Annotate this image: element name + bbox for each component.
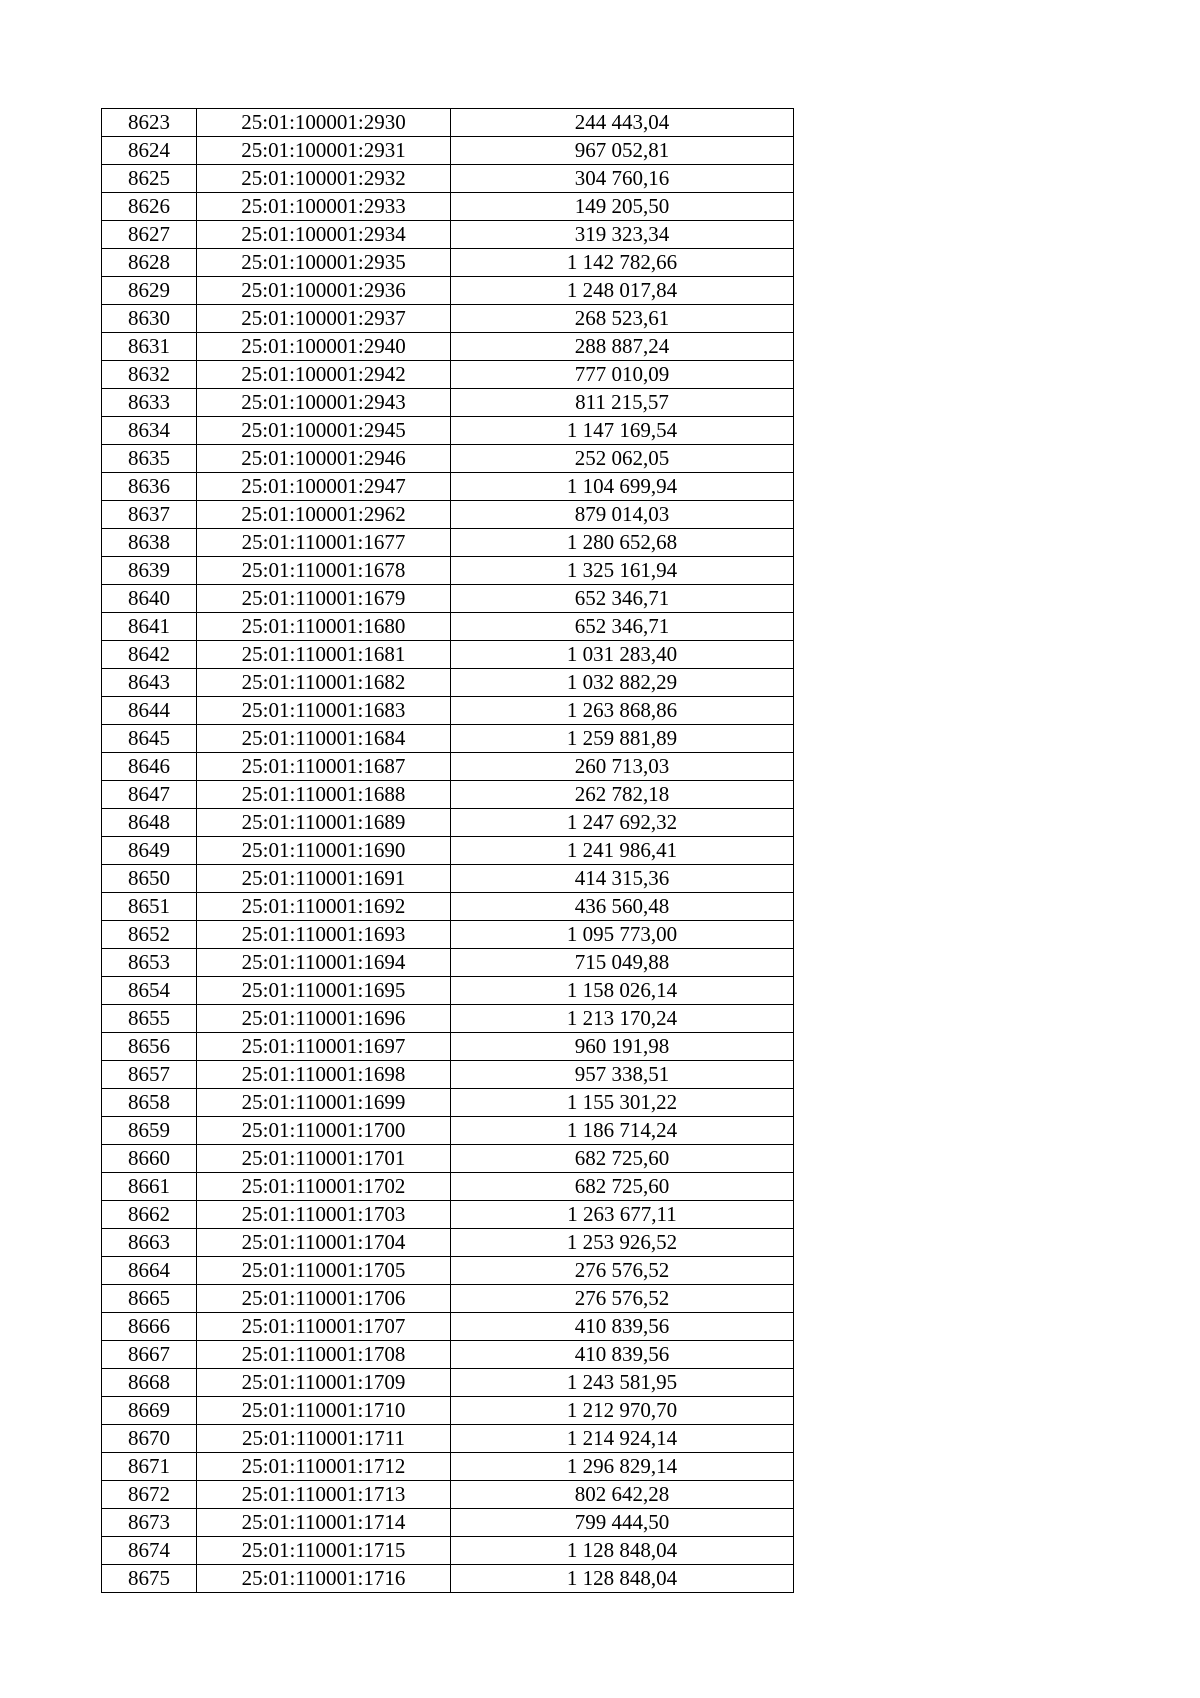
cadastral-number-cell: 25:01:110001:1704: [197, 1229, 451, 1257]
value-cell: 1 325 161,94: [451, 557, 794, 585]
value-cell: 244 443,04: [451, 109, 794, 137]
table-row: [102, 1061, 794, 1089]
row-number-cell: 8667: [102, 1341, 197, 1369]
table-row: [102, 725, 794, 753]
cadastral-number-cell: 25:01:100001:2932: [197, 165, 451, 193]
row-number-cell: 8631: [102, 333, 197, 361]
value-cell: 410 839,56: [451, 1313, 794, 1341]
value-cell: 288 887,24: [451, 333, 794, 361]
table-row: [102, 1313, 794, 1341]
row-number-cell: 8627: [102, 221, 197, 249]
cadastral-number-cell: 25:01:100001:2945: [197, 417, 451, 445]
value-cell: 967 052,81: [451, 137, 794, 165]
table-row: [102, 389, 794, 417]
row-number-cell: 8673: [102, 1509, 197, 1537]
table-row: [102, 1257, 794, 1285]
row-number-cell: 8644: [102, 697, 197, 725]
value-cell: 436 560,48: [451, 893, 794, 921]
table-row: [102, 501, 794, 529]
value-cell: 1 263 677,11: [451, 1201, 794, 1229]
row-number-cell: 8648: [102, 809, 197, 837]
cadastral-number-cell: 25:01:110001:1694: [197, 949, 451, 977]
table-row: [102, 921, 794, 949]
table-row: [102, 1425, 794, 1453]
value-cell: 262 782,18: [451, 781, 794, 809]
table-row: [102, 585, 794, 613]
row-number-cell: 8653: [102, 949, 197, 977]
table-row: [102, 473, 794, 501]
value-cell: 1 142 782,66: [451, 249, 794, 277]
cadastral-number-cell: 25:01:100001:2934: [197, 221, 451, 249]
table-row: [102, 137, 794, 165]
value-cell: 414 315,36: [451, 865, 794, 893]
row-number-cell: 8654: [102, 977, 197, 1005]
cadastral-number-cell: 25:01:110001:1709: [197, 1369, 451, 1397]
cadastral-number-cell: 25:01:110001:1714: [197, 1509, 451, 1537]
value-cell: 1 248 017,84: [451, 277, 794, 305]
row-number-cell: 8674: [102, 1537, 197, 1565]
cadastral-number-cell: 25:01:110001:1712: [197, 1453, 451, 1481]
table-row: [102, 1117, 794, 1145]
row-number-cell: 8642: [102, 641, 197, 669]
value-cell: 1 259 881,89: [451, 725, 794, 753]
table-row: [102, 641, 794, 669]
table-row: [102, 1565, 794, 1593]
value-cell: 777 010,09: [451, 361, 794, 389]
cadastral-number-cell: 25:01:100001:2936: [197, 277, 451, 305]
table-row: [102, 1285, 794, 1313]
cadastral-number-cell: 25:01:110001:1684: [197, 725, 451, 753]
cadastral-number-cell: 25:01:110001:1701: [197, 1145, 451, 1173]
cadastral-number-cell: 25:01:100001:2931: [197, 137, 451, 165]
cadastral-number-cell: 25:01:110001:1693: [197, 921, 451, 949]
row-number-cell: 8662: [102, 1201, 197, 1229]
table-row: [102, 1481, 794, 1509]
value-cell: 802 642,28: [451, 1481, 794, 1509]
cadastral-number-cell: 25:01:110001:1687: [197, 753, 451, 781]
value-cell: 1 241 986,41: [451, 837, 794, 865]
row-number-cell: 8675: [102, 1565, 197, 1593]
value-cell: 799 444,50: [451, 1509, 794, 1537]
row-number-cell: 8664: [102, 1257, 197, 1285]
row-number-cell: 8661: [102, 1173, 197, 1201]
table-row: [102, 753, 794, 781]
table-row: [102, 417, 794, 445]
row-number-cell: 8652: [102, 921, 197, 949]
value-cell: 1 253 926,52: [451, 1229, 794, 1257]
row-number-cell: 8659: [102, 1117, 197, 1145]
row-number-cell: 8665: [102, 1285, 197, 1313]
value-cell: 276 576,52: [451, 1285, 794, 1313]
row-number-cell: 8656: [102, 1033, 197, 1061]
row-number-cell: 8634: [102, 417, 197, 445]
table-row: [102, 1201, 794, 1229]
row-number-cell: 8671: [102, 1453, 197, 1481]
value-cell: 410 839,56: [451, 1341, 794, 1369]
value-cell: 1 296 829,14: [451, 1453, 794, 1481]
cadastral-number-cell: 25:01:100001:2962: [197, 501, 451, 529]
value-cell: 1 032 882,29: [451, 669, 794, 697]
value-cell: 960 191,98: [451, 1033, 794, 1061]
row-number-cell: 8628: [102, 249, 197, 277]
table-row: [102, 445, 794, 473]
value-cell: 1 095 773,00: [451, 921, 794, 949]
cadastral-value-table: [101, 108, 794, 1593]
row-number-cell: 8637: [102, 501, 197, 529]
cadastral-number-cell: 25:01:100001:2947: [197, 473, 451, 501]
value-cell: 1 158 026,14: [451, 977, 794, 1005]
value-cell: 1 104 699,94: [451, 473, 794, 501]
cadastral-number-cell: 25:01:110001:1702: [197, 1173, 451, 1201]
value-cell: 652 346,71: [451, 585, 794, 613]
table-row: [102, 165, 794, 193]
row-number-cell: 8626: [102, 193, 197, 221]
row-number-cell: 8639: [102, 557, 197, 585]
cadastral-number-cell: 25:01:110001:1711: [197, 1425, 451, 1453]
value-cell: 682 725,60: [451, 1173, 794, 1201]
row-number-cell: 8641: [102, 613, 197, 641]
row-number-cell: 8629: [102, 277, 197, 305]
table-row: [102, 333, 794, 361]
row-number-cell: 8658: [102, 1089, 197, 1117]
value-cell: 1 147 169,54: [451, 417, 794, 445]
value-cell: 319 323,34: [451, 221, 794, 249]
row-number-cell: 8670: [102, 1425, 197, 1453]
cadastral-number-cell: 25:01:110001:1703: [197, 1201, 451, 1229]
cadastral-number-cell: 25:01:110001:1700: [197, 1117, 451, 1145]
cadastral-number-cell: 25:01:110001:1715: [197, 1537, 451, 1565]
cadastral-number-cell: 25:01:110001:1708: [197, 1341, 451, 1369]
row-number-cell: 8655: [102, 1005, 197, 1033]
table-row: [102, 781, 794, 809]
cadastral-number-cell: 25:01:110001:1713: [197, 1481, 451, 1509]
value-cell: 268 523,61: [451, 305, 794, 333]
value-cell: 652 346,71: [451, 613, 794, 641]
cadastral-number-cell: 25:01:100001:2942: [197, 361, 451, 389]
value-cell: 260 713,03: [451, 753, 794, 781]
value-cell: 1 031 283,40: [451, 641, 794, 669]
cadastral-number-cell: 25:01:110001:1695: [197, 977, 451, 1005]
value-cell: 1 212 970,70: [451, 1397, 794, 1425]
row-number-cell: 8657: [102, 1061, 197, 1089]
row-number-cell: 8640: [102, 585, 197, 613]
table-row: [102, 865, 794, 893]
table-row: [102, 221, 794, 249]
table-row: [102, 1229, 794, 1257]
cadastral-number-cell: 25:01:110001:1699: [197, 1089, 451, 1117]
table-row: [102, 669, 794, 697]
row-number-cell: 8636: [102, 473, 197, 501]
table-row: [102, 1173, 794, 1201]
cadastral-number-cell: 25:01:110001:1681: [197, 641, 451, 669]
table-row: [102, 1005, 794, 1033]
cadastral-number-cell: 25:01:100001:2937: [197, 305, 451, 333]
row-number-cell: 8669: [102, 1397, 197, 1425]
cadastral-number-cell: 25:01:110001:1716: [197, 1565, 451, 1593]
value-cell: 1 280 652,68: [451, 529, 794, 557]
value-cell: 1 128 848,04: [451, 1537, 794, 1565]
value-cell: 1 128 848,04: [451, 1565, 794, 1593]
table-row: [102, 1369, 794, 1397]
cadastral-number-cell: 25:01:100001:2935: [197, 249, 451, 277]
table-row: [102, 1537, 794, 1565]
value-cell: 682 725,60: [451, 1145, 794, 1173]
table-row: [102, 557, 794, 585]
cadastral-number-cell: 25:01:110001:1697: [197, 1033, 451, 1061]
cadastral-number-cell: 25:01:110001:1682: [197, 669, 451, 697]
table-row: [102, 277, 794, 305]
row-number-cell: 8668: [102, 1369, 197, 1397]
table-row: [102, 305, 794, 333]
table-row: [102, 697, 794, 725]
row-number-cell: 8666: [102, 1313, 197, 1341]
cadastral-number-cell: 25:01:110001:1688: [197, 781, 451, 809]
cadastral-number-cell: 25:01:100001:2946: [197, 445, 451, 473]
cadastral-number-cell: 25:01:110001:1692: [197, 893, 451, 921]
table-row: [102, 361, 794, 389]
cadastral-number-cell: 25:01:110001:1698: [197, 1061, 451, 1089]
cadastral-number-cell: 25:01:110001:1707: [197, 1313, 451, 1341]
value-cell: 879 014,03: [451, 501, 794, 529]
value-cell: 1 214 924,14: [451, 1425, 794, 1453]
row-number-cell: 8660: [102, 1145, 197, 1173]
cadastral-number-cell: 25:01:110001:1705: [197, 1257, 451, 1285]
cadastral-number-cell: 25:01:100001:2933: [197, 193, 451, 221]
table-row: [102, 1341, 794, 1369]
table-row: [102, 193, 794, 221]
value-cell: 957 338,51: [451, 1061, 794, 1089]
table-row: [102, 109, 794, 137]
value-cell: 1 186 714,24: [451, 1117, 794, 1145]
row-number-cell: 8672: [102, 1481, 197, 1509]
table-row: [102, 613, 794, 641]
value-cell: 715 049,88: [451, 949, 794, 977]
row-number-cell: 8650: [102, 865, 197, 893]
value-cell: 1 263 868,86: [451, 697, 794, 725]
row-number-cell: 8630: [102, 305, 197, 333]
row-number-cell: 8649: [102, 837, 197, 865]
value-cell: 1 247 692,32: [451, 809, 794, 837]
row-number-cell: 8646: [102, 753, 197, 781]
value-cell: 149 205,50: [451, 193, 794, 221]
row-number-cell: 8643: [102, 669, 197, 697]
table-body: [102, 109, 794, 1593]
cadastral-number-cell: 25:01:110001:1677: [197, 529, 451, 557]
table-row: [102, 249, 794, 277]
cadastral-number-cell: 25:01:110001:1680: [197, 613, 451, 641]
value-cell: 1 155 301,22: [451, 1089, 794, 1117]
row-number-cell: 8638: [102, 529, 197, 557]
value-cell: 252 062,05: [451, 445, 794, 473]
value-cell: 1 243 581,95: [451, 1369, 794, 1397]
row-number-cell: 8625: [102, 165, 197, 193]
row-number-cell: 8651: [102, 893, 197, 921]
cadastral-number-cell: 25:01:100001:2940: [197, 333, 451, 361]
cadastral-number-cell: 25:01:110001:1679: [197, 585, 451, 613]
table-row: [102, 893, 794, 921]
table-row: [102, 809, 794, 837]
table-row: [102, 977, 794, 1005]
row-number-cell: 8624: [102, 137, 197, 165]
table-row: [102, 1089, 794, 1117]
cadastral-number-cell: 25:01:110001:1683: [197, 697, 451, 725]
value-cell: 276 576,52: [451, 1257, 794, 1285]
value-cell: 304 760,16: [451, 165, 794, 193]
table-row: [102, 949, 794, 977]
table-row: [102, 1453, 794, 1481]
row-number-cell: 8623: [102, 109, 197, 137]
cadastral-number-cell: 25:01:110001:1706: [197, 1285, 451, 1313]
cadastral-number-cell: 25:01:110001:1690: [197, 837, 451, 865]
row-number-cell: 8633: [102, 389, 197, 417]
row-number-cell: 8645: [102, 725, 197, 753]
cadastral-number-cell: 25:01:110001:1691: [197, 865, 451, 893]
table-row: [102, 837, 794, 865]
value-cell: 811 215,57: [451, 389, 794, 417]
row-number-cell: 8632: [102, 361, 197, 389]
cadastral-number-cell: 25:01:110001:1689: [197, 809, 451, 837]
cadastral-number-cell: 25:01:100001:2930: [197, 109, 451, 137]
cadastral-number-cell: 25:01:110001:1710: [197, 1397, 451, 1425]
row-number-cell: 8635: [102, 445, 197, 473]
row-number-cell: 8647: [102, 781, 197, 809]
table-row: [102, 1145, 794, 1173]
cadastral-number-cell: 25:01:110001:1678: [197, 557, 451, 585]
value-cell: 1 213 170,24: [451, 1005, 794, 1033]
table-row: [102, 529, 794, 557]
table-row: [102, 1397, 794, 1425]
cadastral-number-cell: 25:01:100001:2943: [197, 389, 451, 417]
row-number-cell: 8663: [102, 1229, 197, 1257]
cadastral-number-cell: 25:01:110001:1696: [197, 1005, 451, 1033]
table-row: [102, 1033, 794, 1061]
table-row: [102, 1509, 794, 1537]
